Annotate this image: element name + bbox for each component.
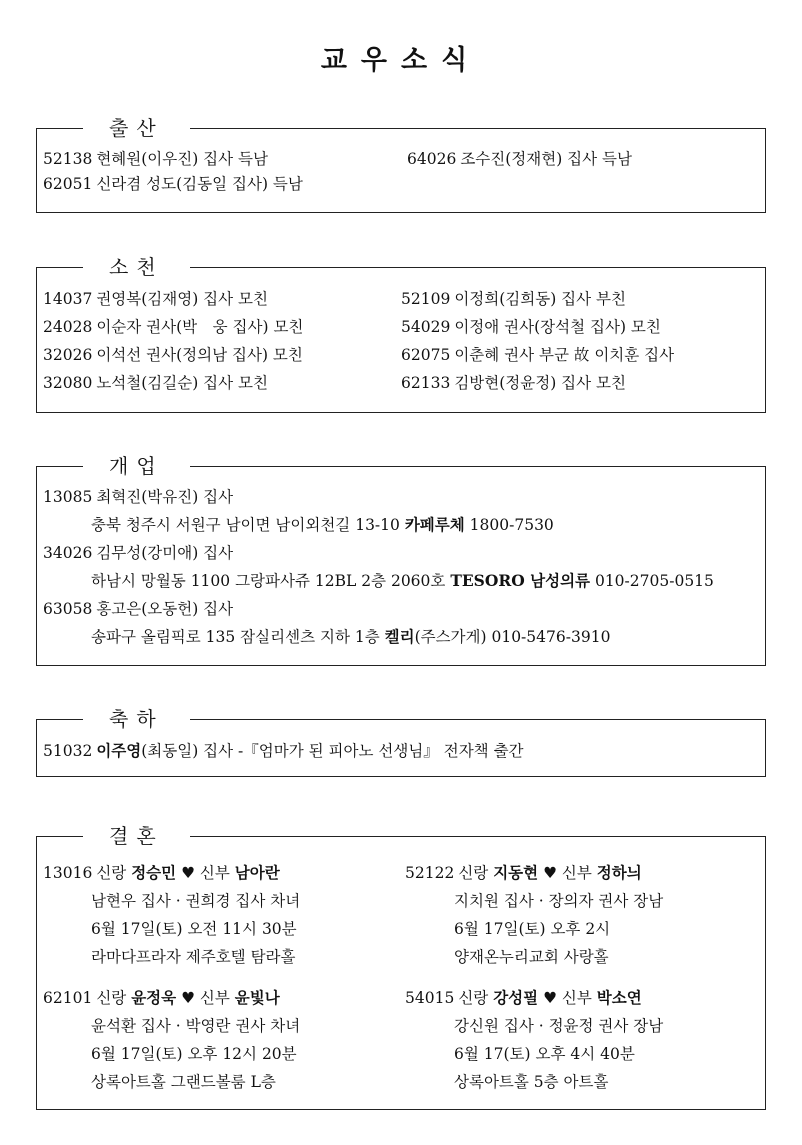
wedding-couple: 52122 신랑 지동현 ♥ 신부 정하늬: [405, 863, 642, 882]
wedding-section-label: 결혼: [83, 822, 190, 850]
opening-section-label: 개업: [83, 452, 190, 480]
wedding-section: [36, 824, 766, 1110]
heart-icon: ♥: [543, 863, 557, 882]
wedding-place: 상록아트홀 그랜드볼룸 L층: [91, 1073, 276, 1091]
list-item: 14037 권영복(김재영) 집사 모친: [43, 290, 268, 308]
list-item: 63058 홍고은(오동헌) 집사: [43, 600, 234, 618]
list-item: 52109 이정희(김희동) 집사 부친: [401, 290, 626, 308]
shop-name: TESORO 남성의류: [450, 571, 591, 590]
wedding-parents: 강신원 집사 · 정윤정 권사 장남: [454, 1017, 664, 1035]
shop-address: 송파구 올림픽로 135 잠실리센츠 지하 1층 켈리(주스가게) 010-5476-3910: [91, 627, 611, 646]
opening-section: [36, 454, 766, 666]
wedding-place: 상록아트홀 5층 아트홀: [454, 1073, 609, 1091]
shop-address: 충북 청주시 서원구 남이면 남이외천길 13-10 카페루체 1800-7530: [91, 515, 554, 534]
death-section: [36, 255, 766, 413]
list-item: 51032 이주영(최동일) 집사 -『엄마가 된 피아노 선생님』 전자책 출간: [43, 741, 524, 760]
wedding-parents: 윤석환 집사 · 박영란 권사 차녀: [91, 1017, 301, 1035]
heart-icon: ♥: [181, 863, 195, 882]
wedding-parents: 지치원 집사 · 장의자 권사 장남: [454, 892, 664, 910]
wedding-date: 6월 17일(토) 오전 11시 30분: [91, 920, 297, 938]
wedding-date: 6월 17(토) 오후 4시 40분: [454, 1045, 635, 1063]
list-item: 13085 최혁진(박유진) 집사: [43, 488, 234, 506]
wedding-couple: 54015 신랑 강성필 ♥ 신부 박소연: [405, 988, 642, 1007]
wedding-place: 양재온누리교회 사랑홀: [454, 948, 609, 966]
list-item: 64026 조수진(정재현) 집사 득남: [407, 150, 632, 168]
list-item: 62075 이춘혜 권사 부군 故 이치훈 집사: [401, 346, 675, 364]
wedding-parents: 남현우 집사 · 권희경 집사 차녀: [91, 892, 301, 910]
page-title: 교우소식: [320, 45, 482, 76]
congrats-section-label: 축하: [83, 705, 190, 733]
heart-icon: ♥: [181, 988, 195, 1007]
birth-section: [36, 116, 766, 213]
list-item: 52138 현혜원(이우진) 집사 득남: [43, 150, 268, 168]
list-item: 54029 이정애 권사(장석철 집사) 모친: [401, 318, 661, 336]
birth-section-label: 출산: [83, 114, 190, 142]
shop-address: 하남시 망월동 1100 그랑파사쥬 12BL 2층 2060호 TESORO 남성의류 010-2705-0515: [91, 571, 714, 590]
wedding-date: 6월 17일(토) 오후 12시 20분: [91, 1045, 297, 1063]
wedding-date: 6월 17일(토) 오후 2시: [454, 920, 611, 938]
list-item: 24028 이순자 권사(박 웅 집사) 모친: [43, 318, 304, 336]
wedding-couple: 13016 신랑 정승민 ♥ 신부 남아란: [43, 863, 280, 882]
list-item: 62133 김방현(정윤정) 집사 모친: [401, 374, 626, 392]
shop-name: 카페루체: [404, 515, 465, 534]
heart-icon: ♥: [543, 988, 557, 1007]
list-item: 34026 김무성(강미애) 집사: [43, 544, 234, 562]
wedding-couple: 62101 신랑 윤정욱 ♥ 신부 윤빛나: [43, 988, 280, 1007]
list-item: 62051 신라겸 성도(김동일 집사) 득남: [43, 175, 303, 193]
death-section-label: 소천: [83, 253, 190, 281]
congrats-section: [36, 707, 766, 777]
list-item: 32080 노석철(김길순) 집사 모친: [43, 374, 268, 392]
wedding-place: 라마다프라자 제주호텔 탐라홀: [91, 948, 296, 966]
list-item: 32026 이석선 권사(정의남 집사) 모친: [43, 346, 303, 364]
shop-name: 켈리: [384, 627, 415, 646]
